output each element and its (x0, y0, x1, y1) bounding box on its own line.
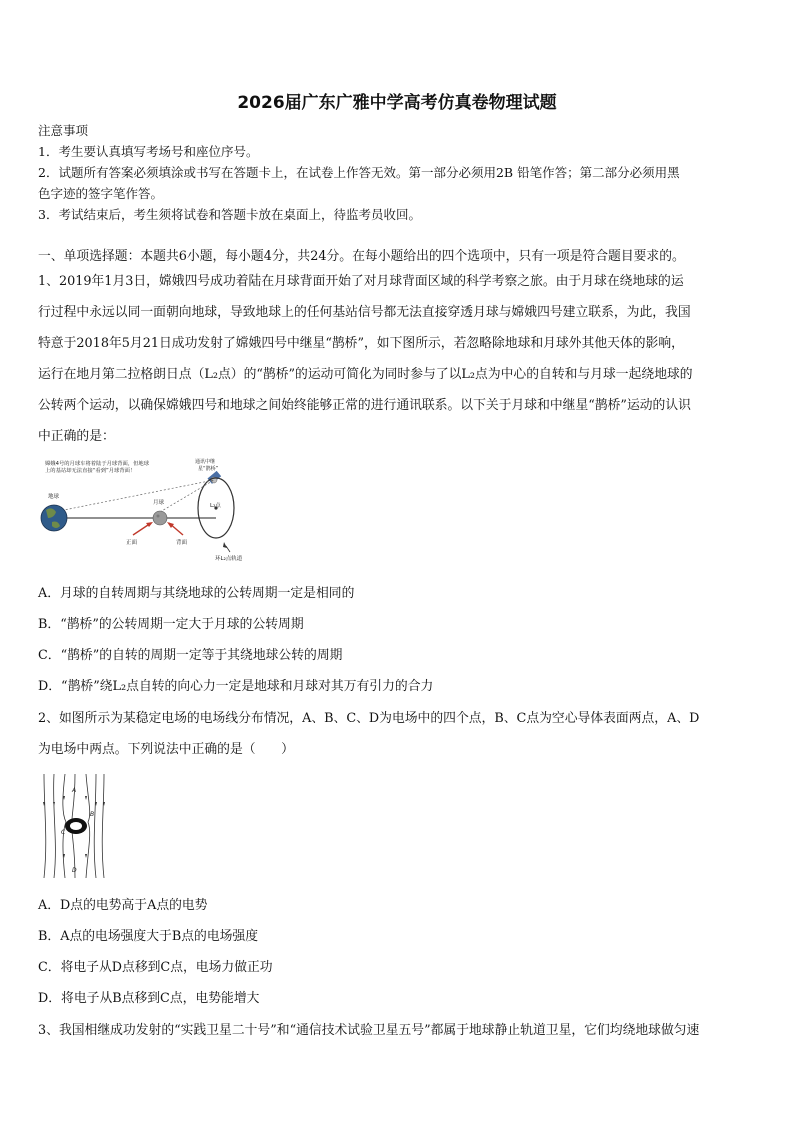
point-c-label: C (61, 829, 66, 836)
relay-label: 星“鹊桥” (198, 466, 219, 472)
question-2-line: 2、如图所示为某稳定电场的电场线分布情况，A、B、C、D为电场中的四个点，B、C点为空心导体表面两点，A、D (38, 711, 700, 726)
q2-option-b: B．A点的电场强度大于B点的电场强度 (38, 929, 259, 944)
question-1-line: 运行在地月第二拉格朗日点（L₂点）的“鹊桥”的运动可简化为同时参与了以L₂点为中心的自转和与月球一起绕地球的 (38, 367, 693, 382)
signal-line (160, 480, 214, 512)
orbit-label: 环L₂点轨道 (215, 556, 243, 562)
question-2-line: 为电场中两点。下列说法中正确的是（ ） (38, 742, 294, 757)
question-1-line: 行过程中永远以同一面朝向地球，导致地球上的任何基站信号都无法直接穿透月球与嫦娥四号建立联系，为此，我国 (38, 305, 691, 320)
q2-option-d: D．将电子从B点移到C点，电势能增大 (38, 991, 260, 1006)
question-1-line: 中正确的是： (38, 429, 115, 444)
point-d-label: D (72, 867, 77, 874)
notice-item: 色字迹的签字笔作答。 (38, 186, 164, 201)
relay-label: 通讯中继 (195, 459, 216, 465)
hollow-conductor (65, 818, 87, 834)
notice-heading: 注意事项 (38, 123, 89, 138)
q2-option-a: A．D点的电势高于A点的电势 (38, 898, 208, 913)
question-1-line: 特意于2018年5月21日成功发射了嫦娥四号中继星“鹊桥”，如下图所示，若忽略除地球和月球外其他天体的影响， (38, 336, 684, 351)
earth-label: 地球 (48, 494, 60, 500)
q1-option-c: C．“鹊桥”的自转的周期一定等于其绕地球公转的周期 (38, 648, 343, 663)
notice-item: 3．考试结束后，考生须将试卷和答题卡放在桌面上，待监考员收回。 (38, 207, 421, 222)
moon-icon (153, 511, 167, 525)
front-label: 正面 (126, 540, 138, 546)
earth-moon-relay-diagram (38, 452, 253, 564)
section-heading: 一、单项选择题：本题共6小题，每小题4分，共24分。在每小题给出的四个选项中，只有一项是符合题目要求的。 (38, 249, 685, 264)
page-title: 2026届广东广雅中学高考仿真卷物理试题 (237, 93, 557, 113)
question-3-line: 3、我国相继成功发射的“实践卫星二十号”和“通信技术试验卫星五号”都属于地球静止轨道卫星，它们均绕地球做匀速 (38, 1023, 700, 1038)
back-label: 背面 (176, 540, 188, 546)
question-1-line: 公转两个运动，以确保嫦娥四号和地球之间始终能够正常的进行通讯联系。以下关于月球和中继星“鹊桥”运动的认识 (38, 398, 691, 413)
point-a-label: A (72, 787, 77, 794)
q1-option-b: B．“鹊桥”的公转周期一定大于月球的公转周期 (38, 617, 304, 632)
notice-item: 1．考生要认真填写考场号和座位序号。 (38, 144, 259, 159)
electric-field-diagram (38, 770, 108, 882)
relay-satellite-icon (207, 471, 221, 484)
figure-note: 嫦娥4号的月球车将着陆于月球背面，但地球 (45, 461, 150, 467)
q2-option-c: C．将电子从D点移到C点，电场力做正功 (38, 960, 273, 975)
notice-item: 2．试题所有答案必须填涂或书写在答题卡上，在试卷上作答无效。第一部分必须用2B 铅笔作答；第二部分必须用黑 (38, 165, 680, 180)
figure-note: 上的基站却无法直接“看到”月球背面！ (45, 468, 136, 474)
signal-line (54, 480, 214, 512)
question-1-line: 1、2019年1月3日，嫦娥四号成功着陆在月球背面开始了对月球背面区域的科学考察之旅。由于月球在绕地球的运 (38, 274, 684, 289)
moon-label: 月球 (153, 500, 165, 506)
l2-label: L₂点 (210, 503, 221, 509)
q1-option-a: A．月球的自转周期与其绕地球的公转周期一定是相同的 (38, 586, 355, 601)
q1-option-d: D．“鹊桥”绕L₂点自转的向心力一定是地球和月球对其万有引力的合力 (38, 679, 434, 694)
earth-icon (41, 505, 67, 531)
point-b-label: B (90, 811, 95, 818)
